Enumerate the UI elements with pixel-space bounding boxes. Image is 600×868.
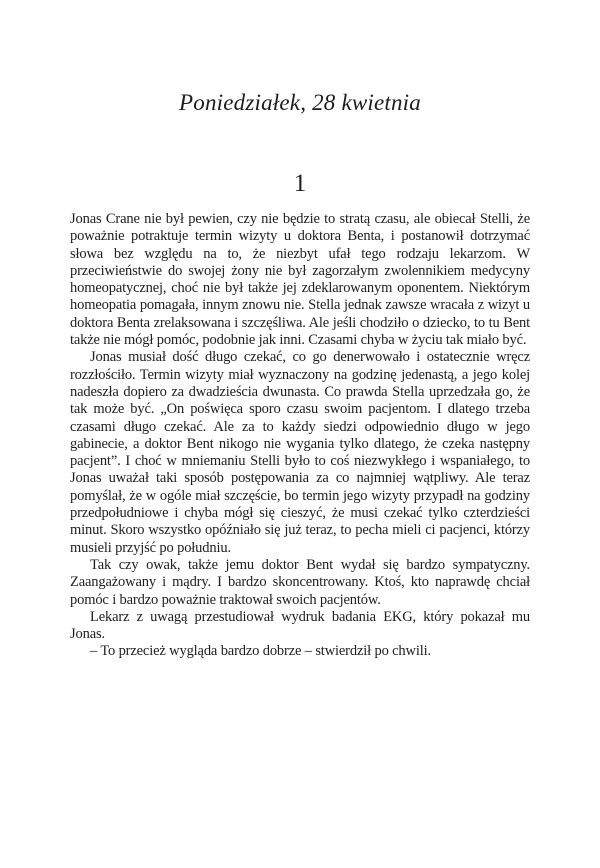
chapter-body [70, 211, 530, 661]
paragraph: Lekarz z uwagą przestudiował wydruk badania EKG, który pokazał mu Jonas. [70, 608, 530, 643]
chapter-date-heading: Poniedziałek, 28 kwietnia [179, 90, 421, 115]
paragraph: Jonas musiał dość długo czekać, co go denerwowało i ostatecznie wręcz rozzłościło. Termin wizyty miał wyznaczony na godzinę jedenastą, a jego kolej nadeszła dopiero za dwadzieścia dwunasta. Co prawda Stella uprzedzała go, że tak może być. „On poświęca sporo czasu swoim pacjentom. I dlatego trzeba czasami długo czekać. Ale za to każdy siedzi odpowiednio długo w jego gabinecie, a doktor Bent nikogo nie wygania tylko dlatego, że czeka następny pacjent”. I choć w mniemaniu Stelli było to coś niezwykłego i wspaniałego, to Jonas uważał taki sposób postępowania za co najmniej wątpliwy. Ale teraz pomyślał, że w ogóle miał szczęście, bo termin jego wizyty przypadł na godziny przedpołudniowe i chyba mógł się cieszyć, że musi czekać tylko czterdzieści minut. Skoro wszystko opóźniało się już teraz, to pecha mieli ci pacjenci, którzy musieli przyjść po południu. [70, 349, 530, 556]
paragraph: Jonas Crane nie był pewien, czy nie będzie to stratą czasu, ale obiecał Stelli, że poważnie potraktuje termin wizyty u doktora Benta, i postanowił dotrzymać słowa bez względu na to, że niezbyt ufał tego rodzaju lekarzom. W przeciwieństwie do swojej żony nie był zagorzałym zwolennikiem medycyny homeopatycznej, choć nie był także jej zdeklarowanym oponentem. Niektórym homeopatia pomagała, innym znowu nie. Stella jednak zawsze wracała z wizyt u doktora Benta zrelaksowana i szczęśliwa. Ale jeśli chodziło o dziecko, to tu Bent także nie mógł pomóc, podobnie jak inni. Czasami chyba w życiu tak miało być. [70, 211, 530, 349]
chapter-number: 1 [293, 170, 307, 197]
paragraph: Tak czy owak, także jemu doktor Bent wydał się bardzo sympatyczny. Zaangażowany i mądry. I bardzo skoncentrowany. Ktoś, kto naprawdę chciał pomóc i bardzo poważnie traktował swoich pacjentów. [70, 556, 530, 608]
book-page [0, 88, 600, 868]
paragraph: – To przecież wygląda bardzo dobrze – stwierdził po chwili. [90, 643, 431, 660]
